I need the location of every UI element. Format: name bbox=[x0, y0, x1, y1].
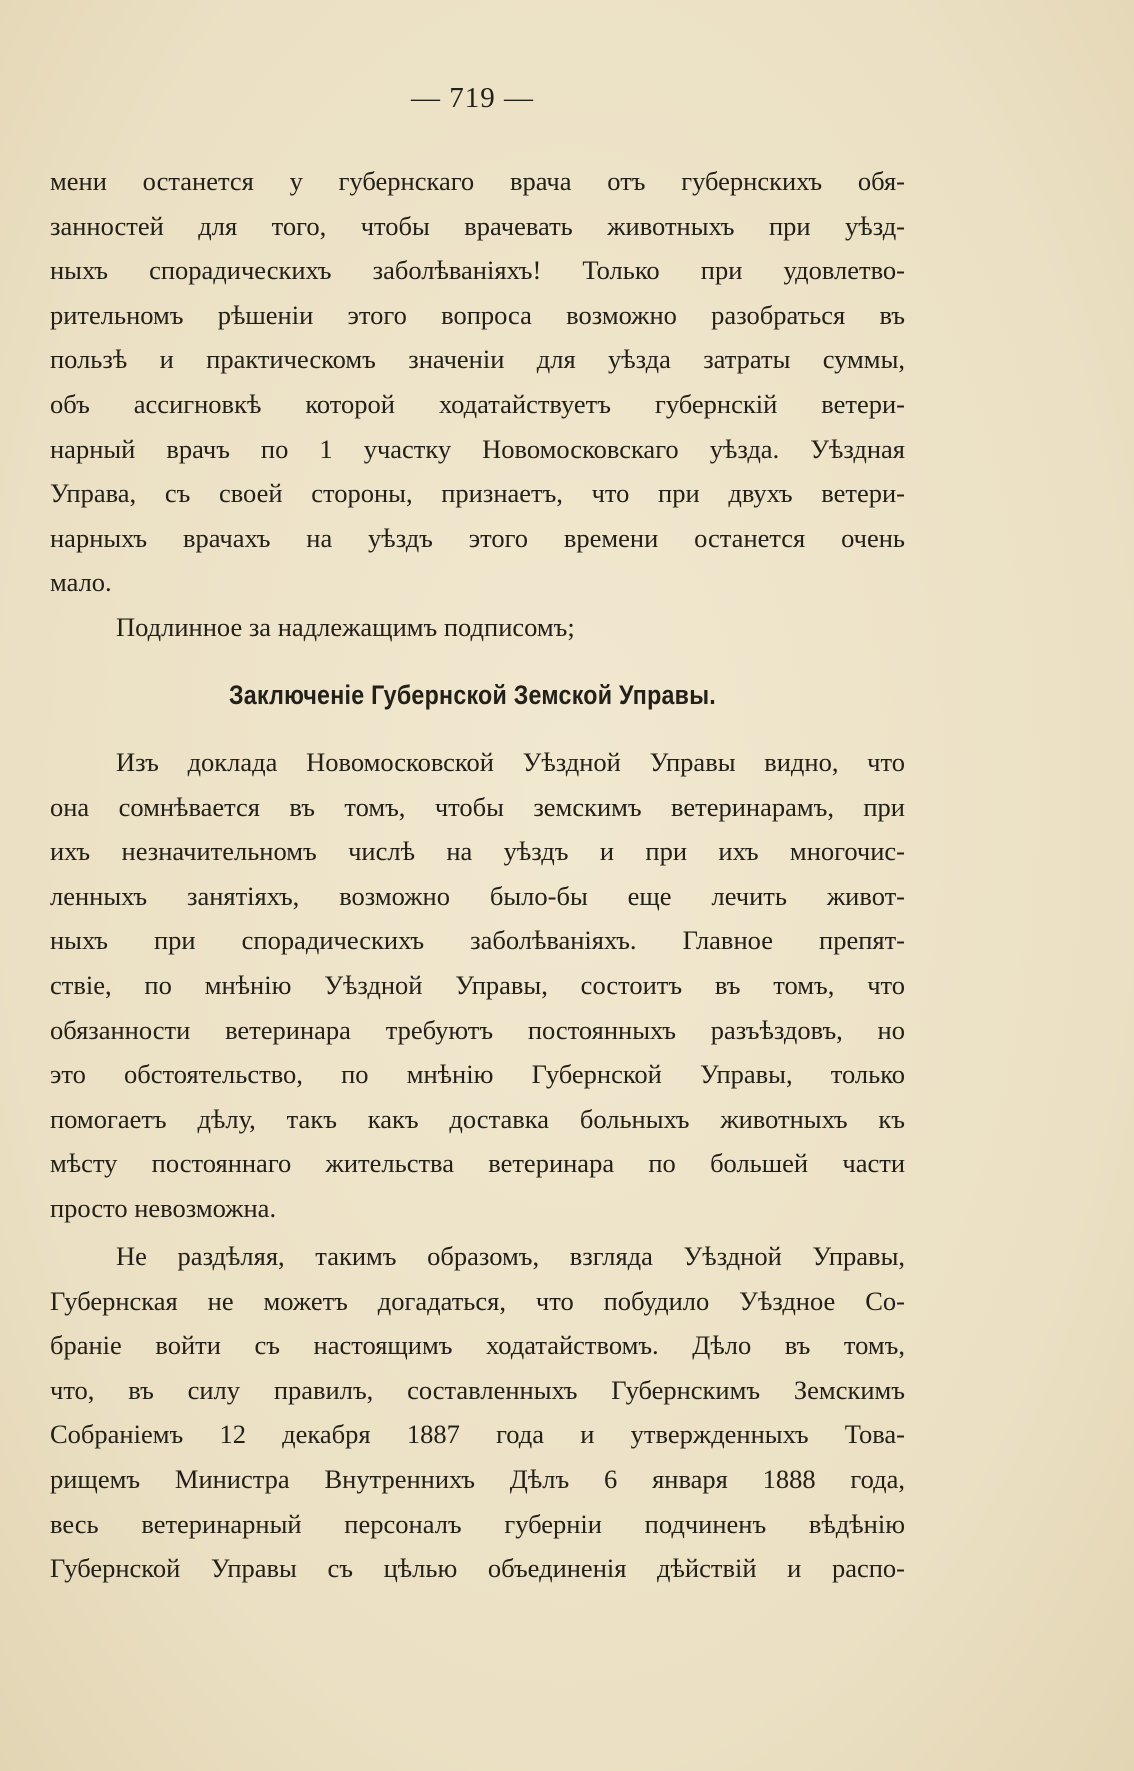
text-line: обязанности ветеринара требуютъ постоянныхъ разъѣздовъ, но bbox=[50, 1014, 905, 1045]
section-heading: Заключеніе Губернской Земской Управы. bbox=[228, 680, 717, 710]
text-line: нарныхъ врачахъ на уѣздъ этого времени останется очень bbox=[50, 522, 905, 553]
text-line: ленныхъ занятіяхъ, возможно было-бы еще лечить живот- bbox=[50, 880, 905, 911]
text-line: Губернская не можетъ догадаться, что побудило Уѣздное Со- bbox=[50, 1285, 905, 1316]
text-line: пользѣ и практическомъ значеніи для уѣзда затраты суммы, bbox=[50, 344, 905, 375]
page-number: — 719 — bbox=[411, 82, 534, 114]
text-line: Собраніемъ 12 декабря 1887 года и утвержденныхъ Това- bbox=[50, 1419, 905, 1450]
text-line: занностей для того, чтобы врачевать животныхъ при уѣзд- bbox=[50, 210, 905, 241]
text-line: ствіе, по мнѣнію Уѣздной Управы, состоитъ въ томъ, что bbox=[50, 969, 905, 1000]
opening-text-block bbox=[50, 159, 905, 650]
text-line: просто невозможна. bbox=[50, 1192, 277, 1223]
text-line: рищемъ Министра Внутреннихъ Дѣлъ 6 января 1888 года, bbox=[50, 1463, 905, 1494]
paragraph-2 bbox=[50, 1234, 905, 1591]
text-line: это обстоятельство, по мнѣнію Губернской Управы, только bbox=[50, 1059, 905, 1090]
paragraph-1 bbox=[50, 740, 905, 1231]
text-line: мѣсту постояннаго жительства ветеринара по большей части bbox=[50, 1148, 905, 1179]
text-line: нарный врачъ по 1 участку Новомосковскаго уѣзда. Уѣздная bbox=[50, 433, 905, 464]
text-line: что, въ силу правилъ, составленныхъ Губернскимъ Земскимъ bbox=[50, 1374, 905, 1405]
text-line: браніе войти съ настоящимъ ходатайствомъ. Дѣло въ томъ, bbox=[50, 1330, 905, 1361]
text-line: весь ветеринарный персоналъ губерніи подчиненъ вѣдѣнію bbox=[50, 1508, 905, 1539]
text-line: она сомнѣвается въ томъ, чтобы земскимъ ветеринарамъ, при bbox=[50, 791, 905, 822]
text-line: помогаетъ дѣлу, такъ какъ доставка больныхъ животныхъ къ bbox=[50, 1103, 905, 1134]
text-line: ихъ незначительномъ числѣ на уѣздъ и при ихъ многочис- bbox=[50, 836, 905, 867]
text-line: Изъ доклада Новомосковской Уѣздной Управы видно, что bbox=[116, 747, 905, 777]
text-line: рительномъ рѣшеніи этого вопроса возможно разобраться въ bbox=[50, 299, 905, 330]
signature-note: Подлинное за надлежащимъ подписомъ; bbox=[116, 611, 575, 642]
text-line: Управа, съ своей стороны, признаетъ, что при двухъ ветери- bbox=[50, 478, 905, 509]
text-line: ныхъ спорадическихъ заболѣваніяхъ! Только при удовлетво- bbox=[50, 255, 905, 286]
text-line: ныхъ при спорадическихъ заболѣваніяхъ. Главное препят- bbox=[50, 925, 905, 956]
text-line: мени останется у губернскаго врача отъ губернскихъ обя- bbox=[50, 166, 905, 196]
text-line: мало. bbox=[50, 567, 112, 598]
text-line: объ ассигновкѣ которой ходатайствуетъ губернскій ветери- bbox=[50, 388, 905, 419]
text-line: Не раздѣляя, такимъ образомъ, взгляда Уѣздной Управы, bbox=[116, 1241, 905, 1271]
text-line: Губернской Управы съ цѣлью объединенія дѣйствій и распо- bbox=[50, 1553, 905, 1584]
